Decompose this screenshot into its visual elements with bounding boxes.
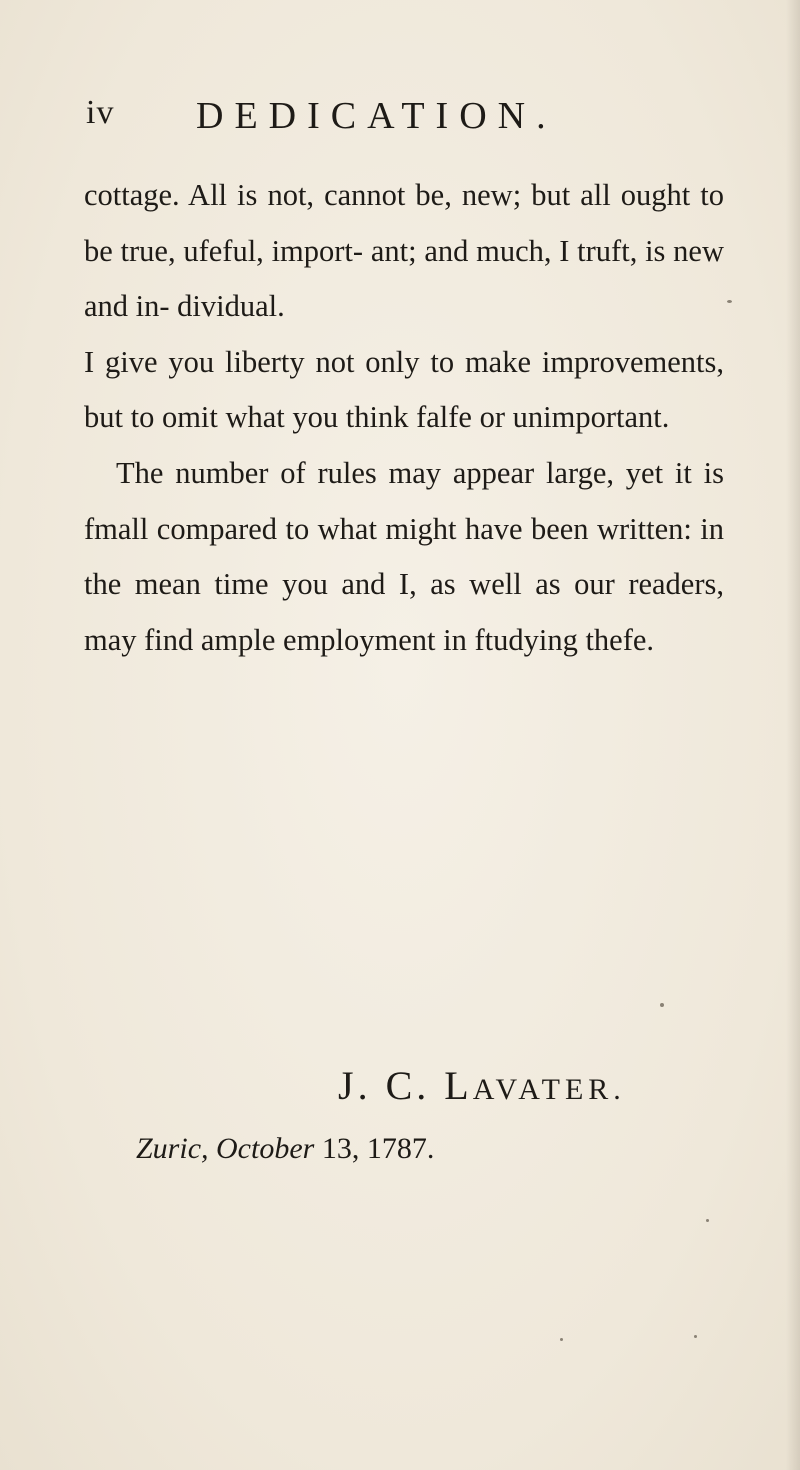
page-edge-shadow <box>786 0 800 1470</box>
paragraph-1: cottage. All is not, cannot be, new; but all ought to be true, ufeful, import- ant; and much, I truft, is new and in- dividual. <box>84 178 724 324</box>
paper-speck <box>706 1219 709 1222</box>
paper-speck <box>727 300 732 303</box>
signature-initials: J. C. L <box>338 1063 473 1108</box>
dateline <box>136 1132 434 1166</box>
paper-speck <box>660 1003 664 1007</box>
paper-speck <box>560 1338 563 1341</box>
paragraph-2: I give you liberty not only to make improvements, but to omit what you think falfe or unimportant. <box>84 344 724 435</box>
dateline-month: October <box>216 1132 315 1165</box>
paper-speck <box>694 1335 697 1338</box>
dateline-day-year: 13, 1787. <box>321 1132 435 1165</box>
page-number: iv <box>86 94 115 131</box>
body-text <box>84 168 724 668</box>
running-title: DEDICATION. <box>196 95 557 137</box>
paragraph-3: The number of rules may appear large, yet it is fmall compared to what might have been written: in the mean time you and I, as well as our readers, may find ample employment in ftudying thefe. <box>84 455 724 657</box>
dateline-place: Zuric, <box>136 1132 209 1165</box>
signature <box>338 1062 626 1109</box>
signature-surname: AVATER. <box>472 1073 626 1106</box>
running-header <box>86 94 726 144</box>
